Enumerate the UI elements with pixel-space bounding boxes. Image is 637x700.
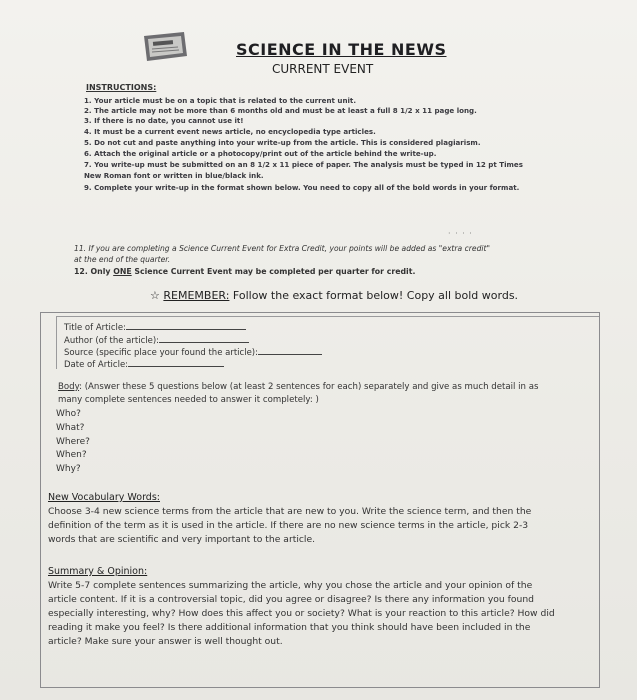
star-icon: ☆ <box>150 289 160 302</box>
vocab-heading: New Vocabulary Words: <box>48 492 160 503</box>
instructions-heading: INSTRUCTIONS: <box>86 83 157 92</box>
vocab-line: Choose 3-4 new science terms from the article that are new to you. Write the science term, and then the <box>48 506 532 517</box>
summary-line: Write 5-7 complete sentences summarizing the article, why you chose the article and your opinion of the <box>48 580 533 591</box>
question-why: Why? <box>56 464 81 474</box>
body-instructions-line2: many complete sentences needed to answer it completely: ) <box>58 395 319 405</box>
question-when: When? <box>56 450 87 460</box>
question-where: Where? <box>56 437 90 447</box>
instruction-item: 5. Do not cut and paste anything into your write-up from the article. This is considered plagiarism. <box>84 138 481 147</box>
newspaper-logo-icon <box>140 30 190 64</box>
instruction-item: 1. Your article must be on a topic that is related to the current unit. <box>84 96 357 105</box>
field-title: Title of Article: <box>64 321 246 333</box>
faint-marks: · · · · <box>448 229 473 238</box>
vocab-line: definition of the term as it is used in the article. If there are no new science terms in the article, pick 2-3 <box>48 520 529 531</box>
question-who: Who? <box>56 409 81 419</box>
extra-credit-note-line1: 11. If you are completing a Science Current Event for Extra Credit, your points will be added as "extra credit" <box>74 244 490 253</box>
instruction-item: 4. It must be a current event news article, no encyclopedia type articles. <box>84 127 376 136</box>
vocab-line: words that are scientific and very important to the article. <box>48 534 316 545</box>
remember-note: ☆ REMEMBER: Follow the exact format below! Copy all bold words. <box>150 289 519 302</box>
instruction-item: New Roman font or written in blue/black ink. <box>84 171 264 180</box>
summary-line: especially interesting, why? How does this affect you or society? What is your reaction to this article? How did <box>48 608 555 619</box>
summary-heading: Summary & Opinion: <box>48 566 148 577</box>
rule-12: 12. Only ONE Science Current Event may be completed per quarter for credit. <box>74 267 416 276</box>
page-subtitle: CURRENT EVENT <box>272 62 374 76</box>
summary-line: reading it make you feel? Is there additional information that you think should have been included in the <box>48 622 531 633</box>
instruction-item: 3. If there is no date, you cannot use it! <box>84 116 244 125</box>
page-title: SCIENCE IN THE NEWS <box>236 40 447 59</box>
field-source: Source (specific place your found the article): <box>64 346 322 358</box>
instruction-item: 6. Attach the original article or a photocopy/print out of the article behind the write-up. <box>84 149 437 158</box>
instruction-item: 9. Complete your write-up in the format shown below. You need to copy all of the bold words in your format. <box>84 183 520 192</box>
field-date: Date of Article: <box>64 358 224 370</box>
summary-line: article content. If it is a controversial topic, did you agree or disagree? Is there any information you found <box>48 594 534 605</box>
instruction-item: 2. The article may not be more than 6 months old and must be at least a full 8 1/2 x 11 page long. <box>84 106 477 115</box>
summary-line: article? Make sure your answer is well thought out. <box>48 636 283 647</box>
field-author: Author (of the article): <box>64 334 249 346</box>
question-what: What? <box>56 423 85 433</box>
extra-credit-note-line2: at the end of the quarter. <box>74 255 171 264</box>
instruction-item: 7. You write-up must be submitted on an 8 1/2 x 11 piece of paper. The analysis must be typed in 12 pt Times <box>84 160 523 169</box>
body-instructions-line1: Body: (Answer these 5 questions below (at least 2 sentences for each) separately and give as much detail in as <box>58 382 539 392</box>
